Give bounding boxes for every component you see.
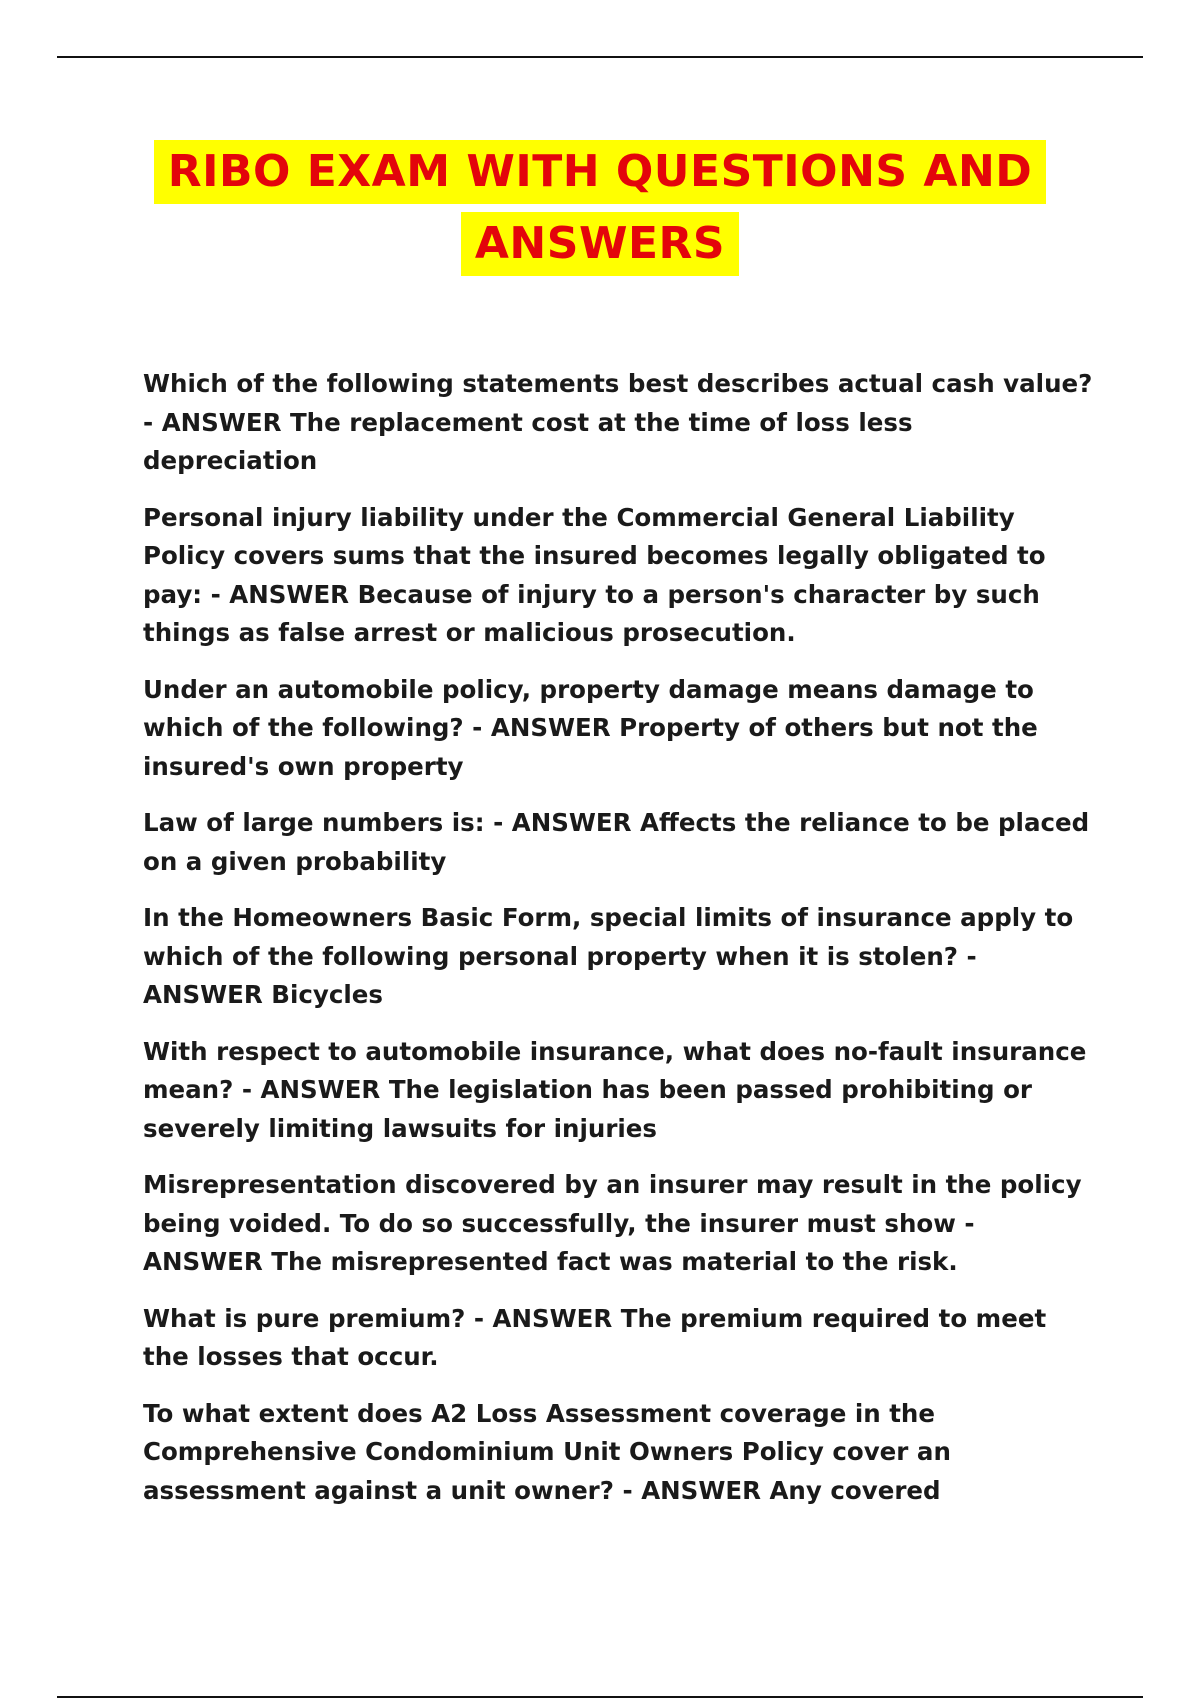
bottom-rule [57,1696,1143,1698]
qa-item: Misrepresentation discovered by an insurer may result in the policy being voided. To do so successfully, the insurer must show - ANSWER The misrepresented fact was material to the risk. [143,1170,1082,1276]
title-line-1: RIBO EXAM WITH QUESTIONS AND [154,140,1047,204]
qa-item: Personal injury liability under the Commercial General Liability Policy covers sums that the insured becomes legally obligated to pay: - ANSWER Because of injury to a person's character by such things as false arrest or malicious prosecution. [143,502,1046,647]
document-title [0,140,1200,276]
qa-item: Law of large numbers is: - ANSWER Affects the reliance to be placed on a given probability [143,808,1090,876]
title-line-2: ANSWERS [461,212,739,276]
qa-item: Which of the following statements best describes actual cash value? - ANSWER The replacement cost at the time of loss less depreciation [143,369,1093,475]
qa-item: With respect to automobile insurance, what does no-fault insurance mean? - ANSWER The legislation has been passed prohibiting or severely limiting lawsuits for injuries [143,1036,1087,1143]
top-rule [57,56,1143,58]
qa-item: In the Homeowners Basic Form, special limits of insurance apply to which of the following personal property when it is stolen? - ANSWER Bicycles [143,903,1074,1009]
qa-item: To what extent does A2 Loss Assessment coverage in the Comprehensive Condominium Unit Owners Policy cover an assessment against a unit owner? - ANSWER Any covered [143,1398,951,1505]
qa-list [143,365,1093,1528]
qa-item: What is pure premium? - ANSWER The premium required to meet the losses that occur. [143,1303,1047,1371]
qa-item: Under an automobile policy, property damage means damage to which of the following? - ANSWER Property of others but not the insured's own property [143,674,1038,781]
